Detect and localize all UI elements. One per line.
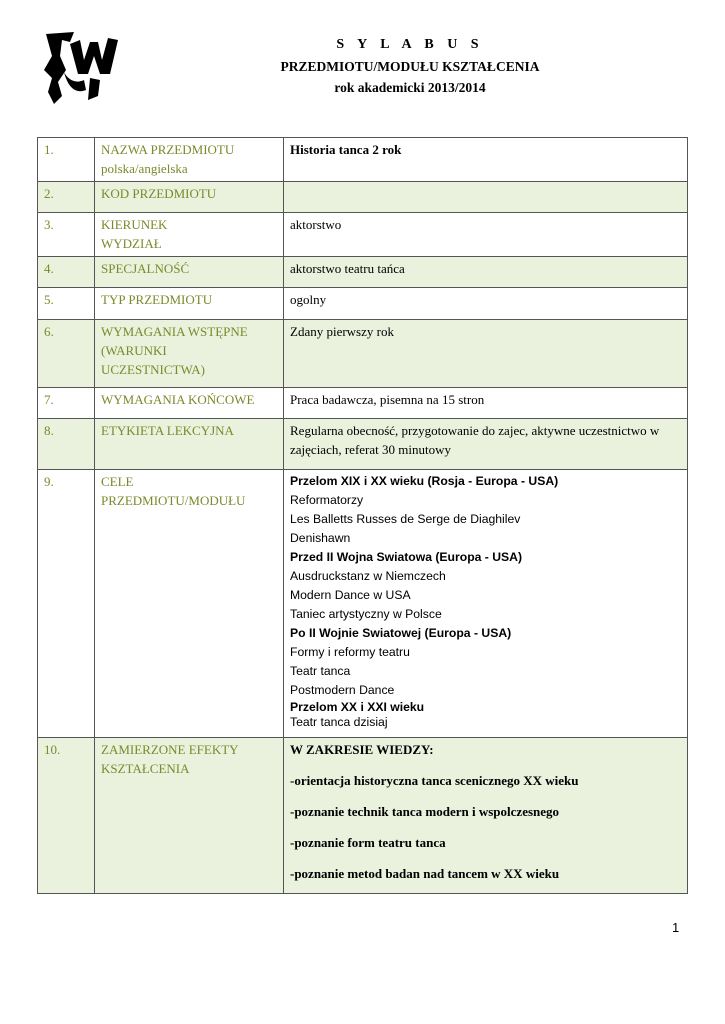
row-value (284, 182, 688, 213)
doc-subtitle: PRZEDMIOTU/MODUŁU KSZTAŁCENIA (280, 59, 540, 74)
row-number: 5. (38, 288, 95, 320)
row-label: WYMAGANIA KOŃCOWE (95, 388, 284, 419)
table-row (38, 470, 688, 738)
row-value: Historia tanca 2 rok (284, 138, 688, 182)
table-row (38, 182, 688, 213)
row-value: aktorstwo teatru tańca (284, 257, 688, 288)
row-number: 7. (38, 388, 95, 419)
list-item: -poznanie metod badan nad tancem w XX wieku (290, 866, 560, 881)
table-row (38, 288, 688, 320)
list-item: W ZAKRESIE WIEDZY: (290, 742, 434, 757)
list-item: Taniec artystyczny w Polsce (290, 607, 442, 621)
table-row (38, 388, 688, 419)
list-item: Przed II Wojna Swiatowa (Europa - USA) (290, 550, 523, 564)
page-number: 1 (672, 920, 680, 935)
list-item: -poznanie form teatru tanca (290, 835, 446, 850)
row-number: 1. (38, 138, 95, 182)
row-label: NAZWA PRZEDMIOTU polska/angielska (95, 138, 284, 182)
row-label: SPECJALNOŚĆ (95, 257, 284, 288)
row-value: Zdany pierwszy rok (284, 320, 688, 388)
list-item: Formy i reformy teatru (290, 645, 410, 659)
table-row (38, 138, 688, 182)
goals-list (284, 470, 688, 738)
pwst-logo (40, 30, 124, 106)
list-item: Les Balletts Russes de Serge de Diaghilev (290, 512, 521, 526)
table-row (38, 419, 688, 470)
table-row (38, 320, 688, 388)
list-item: -orientacja historyczna tanca scenicznego XX wieku (290, 773, 579, 788)
list-item: Po II Wojnie Swiatowej (Europa - USA) (290, 626, 512, 640)
list-item: Denishawn (290, 531, 351, 545)
row-label: CELE PRZEDMIOTU/MODUŁU (95, 470, 284, 738)
list-item: Teatr tanca dzisiaj (290, 715, 388, 729)
row-value: Regularna obecność, przygotowanie do zajec, aktywne uczestnictwo w zajęciach, referat 30 minutowy (284, 419, 688, 470)
row-number: 8. (38, 419, 95, 470)
effects-list (284, 738, 688, 894)
table-row (38, 213, 688, 257)
row-value: aktorstwo (284, 213, 688, 257)
row-number: 10. (38, 738, 95, 894)
row-label: WYMAGANIA WSTĘPNE (WARUNKI UCZESTNICTWA) (95, 320, 284, 388)
row-number: 6. (38, 320, 95, 388)
doc-title: S Y L A B U S (336, 37, 484, 52)
row-label: KIERUNEK WYDZIAŁ (95, 213, 284, 257)
table-row (38, 738, 688, 894)
list-item: Przelom XX i XXI wieku (290, 700, 425, 714)
row-number: 9. (38, 470, 95, 738)
list-item: Ausdruckstanz w Niemczech (290, 569, 446, 583)
row-label: ZAMIERZONE EFEKTY KSZTAŁCENIA (95, 738, 284, 894)
list-item: -poznanie technik tanca modern i wspolczesnego (290, 804, 560, 819)
row-label: ETYKIETA LEKCYJNA (95, 419, 284, 470)
list-item: Modern Dance w USA (290, 588, 411, 602)
row-number: 3. (38, 213, 95, 257)
list-item: Postmodern Dance (290, 683, 395, 697)
academic-year: rok akademicki 2013/2014 (334, 80, 486, 95)
row-value: ogolny (284, 288, 688, 320)
syllabus-table (37, 137, 688, 894)
list-item: Przelom XIX i XX wieku (Rosja - Europa - USA) (290, 474, 559, 488)
row-value: Praca badawcza, pisemna na 15 stron (284, 388, 688, 419)
row-number: 2. (38, 182, 95, 213)
row-label: TYP PRZEDMIOTU (95, 288, 284, 320)
table-row (38, 257, 688, 288)
list-item: Reformatorzy (290, 493, 364, 507)
row-number: 4. (38, 257, 95, 288)
row-label: KOD PRZEDMIOTU (95, 182, 284, 213)
list-item: Teatr tanca (290, 664, 351, 678)
